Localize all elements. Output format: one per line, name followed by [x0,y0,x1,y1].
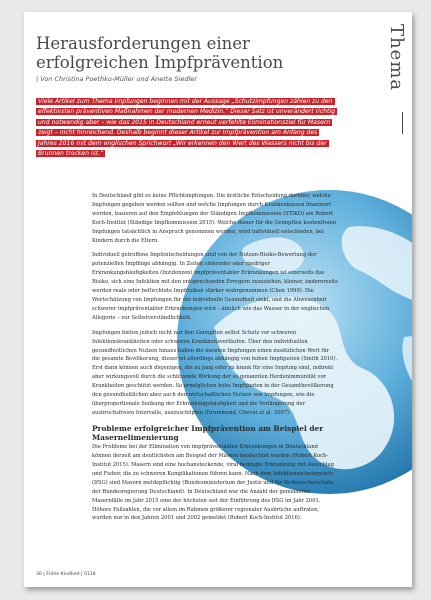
section-label: Thema [386,24,407,92]
article-byline: | Von Christina Poethko-Müller und Anette Siedler [36,75,197,83]
body-paragraph: Individuell getroffene Impfentscheidungen sind von der Nutzen-Risiko-Bewertung der potenziellen Impflinge abhängig. In Zeiten sinkender oder niedriger Erkrankungshäufigkeiten (Inzidenzen) impfpräventabler Erkrankungen ist einerseits das Risiko, sich eine Infektion mit den entsprechenden Erregern zuzuziehen, kleiner, andererseits werden reale oder befürchtete Impfrisiken stärker wahrgenommen (Chen 1999). Die Wertschätzung von Impfungen für die individuelle Gesundheit sinkt, und die Abwesenheit schwerer impfpräventabler Erkrankungen wird – ähnlich wie das Wasser in der englischen Allegorie – zur Selbstverständlichkeit. [92,252,338,321]
body-paragraph: In Deutschland gibt es keine Pflichtimpfungen. Die ärztliche Entscheidung darüber, welche Impfungen gegeben werden sollten und welche Impfungen durch Krankenkassen finanziert werden, basieren auf den Empfehlungen der Ständigen Impfkommission (STIKO) am Robert Koch-Institut (Ständige Impfkommission 2015). Welche dieser für die Geimpften kostenfreien Impfungen tatsächlich in Anspruch genommen werden, wird individuell entschieden, bei Kindern durch die Eltern. [92,193,337,244]
section-heading: Probleme erfolgreicher Impfprävention am Beispiel der Masernelimenierung [92,423,324,442]
magazine-page [24,12,412,587]
body-paragraph: Impfungen bieten jedoch nicht nur den Geimpften selbst Schutz vor schweren Infektionskrankheiten oder schweren Krankheitsverläufen. Über den individuellen gesundheitlichen Nutzen hinaus haben die meisten Impfungen einen zusätzlichen Wert für die gesamte Bevölkerung, dieser ist allerdings abhängig von hohen Impfquoten (Smith 2010). Erst dann können auch diejenigen, die zu jung oder zu krank für eine Impfung sind, indirekt aber wirkungsvoll durch die schützende Wirkung der so genannten Herdenimmunität vor Krankheiten geschützt werden. So ermöglichen hohe Impfquoten in der Gesamtbevölkerung den gesundheitlichen aber auch den wirtschaftlichen Nutzen von Impfungen, wie die überproportionale Senkung der Erkrankungshäufigkeit und die Verlängerung der ausbruchsfreien Intervalle, auszuschöpfen (Drummond, Chevat et al. 2007). [92,329,338,416]
image-credit: Abbildung: cc-by-stock / Ext. Dan [399,482,404,552]
section-divider [402,112,403,134]
article-intro [36,97,336,159]
article-title: Herausforderungen einer erfolgreichen Impfprävention [36,34,284,72]
body-paragraph: Die Probleme bei der Elimination von impfpräventablen Erkrankungen in Deutschland können derzeit am deutlichsten am Beispiel der Masern beobachtet werden (Robert Koch-Institut 2015). Masern sind eine hochansteckende, viral bedingte Erkrankung mit Ausschlag und Fieber, die zu schweren Komplikationen führen kann. Nach dem Infektionsschutzgesetz (IfSG) sind Masern meldepflichtig (Bundesministerium der Justiz und für Verbraucherschutz der Bundesregierung Deutschland). In Deutschland war die Anzahl der gemeldeten Masernfälle im Jahr 2015 eine der höchsten seit der Einführung des IfSG im Jahr 2001. Höhere Fallzahlen, die vor allem im Rahmen größerer regionaler Ausbrüche auftraten, wurden nur in den Jahren 2001 und 2002 gemeldet (Robert Koch-Institut 2016). [92,444,334,522]
page-footer: 30 | Frühe Kindheit | 0116 [36,572,96,577]
article-body [92,192,338,529]
intro-highlight: Viele Artikel zum Thema Impfungen beginnen mit der Aussage „Schutzimpfungen zählen zu den effektivsten präventiven Maßnahmen der modernen Medizin.“ Dieser Satz ist unverändert richtig und notwendig aber – wie das 2015 in Deutschland erneut verfehlte Eliminationsziel für Masern zeigt – nicht hinreichend. Deshalb beginnt dieser Artikel zur Impfprävention am Anfang des Jahres 2016 mit dem englischen Sprichwort „Wir erkennen den Wert des Wassers nicht bis der Brunnen trocken ist.“ [38,98,335,158]
